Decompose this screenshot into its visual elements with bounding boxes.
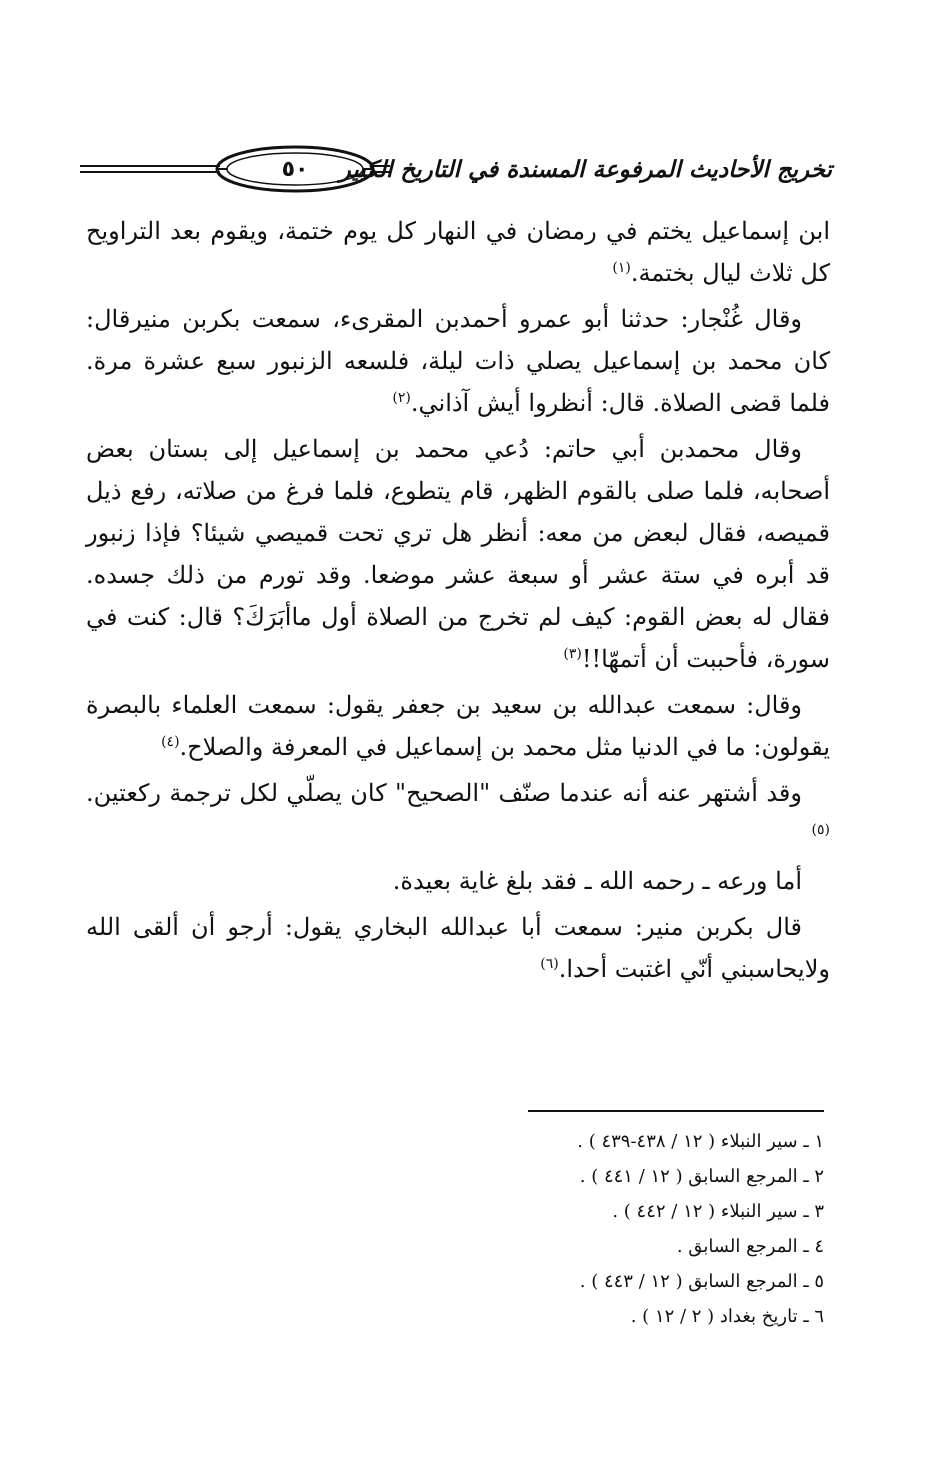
paragraph <box>86 860 830 902</box>
paragraph <box>86 428 830 680</box>
paragraph-text: ابن إسماعيل يختم في رمضان في النهار كل يوم ختمة، ويقوم بعد التراويح كل ثلاث ليال بختمة. <box>86 217 830 287</box>
footnote-item: ١ ـ سير النبلاء ( ١٢ / ٤٣٨-٤٣٩ ) . <box>577 1131 824 1152</box>
running-title: تخريج الأحاديث المرفوعة المسندة في التاريخ الكبير <box>339 156 832 183</box>
footnote-item: ٢ ـ المرجع السابق ( ١٢ / ٤٤١ ) . <box>579 1166 824 1187</box>
footnote-item: ٦ ـ تاريخ بغداد ( ٢ / ١٢ ) . <box>630 1306 824 1327</box>
page-number: ٥٠ <box>281 157 309 182</box>
footnote-ref: (٦) <box>540 956 559 972</box>
footnotes-list <box>420 1124 824 1334</box>
footnote-ref: (٢) <box>392 390 411 406</box>
footnote-ref: (٤) <box>161 734 180 750</box>
footnote-ref: (٣) <box>563 646 582 662</box>
footnote-ref: (٥) <box>811 822 830 838</box>
paragraph <box>86 298 830 424</box>
paragraph <box>86 210 830 294</box>
footnote-item: ٤ ـ المرجع السابق . <box>676 1236 824 1257</box>
paragraph <box>86 906 830 990</box>
footnote-item: ٥ ـ المرجع السابق ( ١٢ / ٤٤٣ ) . <box>579 1271 824 1292</box>
footnote-divider <box>528 1110 824 1112</box>
paragraph-text: وقد أشتهر عنه أنه عندما صنّف "الصحيح" كان يصلّي لكل ترجمة ركعتين. <box>86 779 802 807</box>
paragraph <box>86 772 830 856</box>
main-text <box>86 210 830 994</box>
paragraph-text: قال بكربن منير: سمعت أبا عبدالله البخاري يقول: أرجو أن ألقى الله ولايحاسبني أنّي اغتبت أحدا. <box>86 913 830 983</box>
footnote-ref: (١) <box>612 260 631 276</box>
paragraph <box>86 684 830 768</box>
paragraph-text: وقال غُنْجار: حدثنا أبو عمرو أحمدبن المقرىء، سمعت بكربن منيرقال: كان محمد بن إسماعيل يصلي ذات ليلة، فلسعه الزنبور سبع عشرة مرة. فلما قضى الصلاة. قال: أنظروا أيش آذاني. <box>86 305 830 417</box>
paragraph-text: وقال محمدبن أبي حاتم: دُعي محمد بن إسماعيل إلى بستان بعض أصحابه، فلما صلى بالقوم الظهر، قام يتطوع، فلما فرغ من صلاته، رفع ذيل قميصه، فقال لبعض من معه: أنظر هل تري تحت قميصي شيئا؟ فإذا زنبور قد أبره في ستة عشر أو سبعة عشر موضعا. وقد تورم من ذلك جسده. فقال له بعض القوم: كيف لم تخرج من الصلاة أول ماأبَرَكَ؟ قال: كنت في سورة، فأحببت أن أتمهّا!! <box>86 435 830 673</box>
footnote-item: ٣ ـ سير النبلاء ( ١٢ / ٤٤٢ ) . <box>612 1201 824 1222</box>
page-header <box>80 140 832 200</box>
paragraph-text: وقال: سمعت عبدالله بن سعيد بن جعفر يقول: سمعت العلماء بالبصرة يقولون: ما في الدنيا مثل محمد بن إسماعيل في المعرفة والصلاح. <box>86 691 830 761</box>
paragraph-text: أما ورعه ـ رحمه الله ـ فقد بلغ غاية بعيدة. <box>392 867 802 895</box>
